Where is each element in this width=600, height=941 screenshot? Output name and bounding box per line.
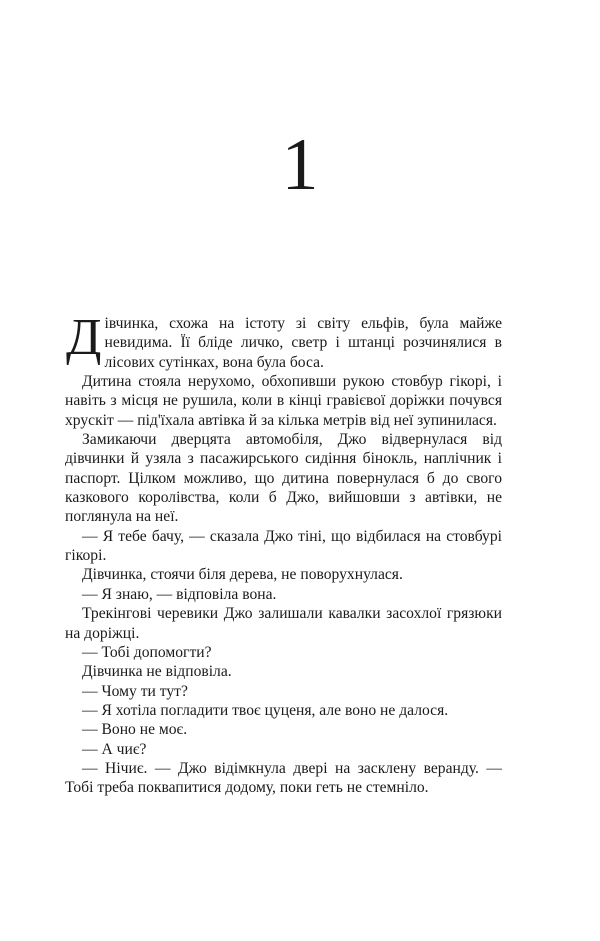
dialogue-line: — Нічиє. — Джо відімкнула двері на засклену веранду. — Тобі треба поквапитися додому, поки геть не стемніло. <box>65 759 502 797</box>
chapter-number: 1 <box>281 124 319 206</box>
body-text <box>65 309 502 798</box>
dialogue-line: — Чому ти тут? <box>82 682 188 700</box>
paragraph: Дитина стояла нерухомо, обхопивши рукою стовбур гікорі, і навіть з місця не рушила, коли в кінці гравієвої доріжки почувся хрускіт — під'їхала автівка й за кілька метрів від неї зупинилася. <box>65 373 502 429</box>
dialogue-line: — Я хотіла погладити твоє цуценя, але воно не далося. <box>82 701 449 719</box>
paragraph: Замикаючи дверцята автомобіля, Джо відвернулася від дівчинки й узяла з пасажирського сидіння бінокль, наплічник і паспорт. Цілком можливо, що дитина повернулася б до свого казкового королівства, коли б Джо, вийшовши з автівки, не поглянула на неї. <box>65 431 502 526</box>
paragraph: Трекінгові черевики Джо залишали кавалки засохлої грязюки на доріжці. <box>65 605 502 642</box>
opening-text: івчинка, схожа на істоту зі світу ельфів, була майже невидима. Її бліде личко, светр і штанці розчинялися в лісових сутінках, вона була боса. <box>104 315 502 371</box>
opening-paragraph <box>65 309 502 372</box>
dialogue-line: — Тобі допомогти? <box>82 643 212 661</box>
dialogue-line: — Я тебе бачу, — сказала Джо тіні, що відбилася на стовбурі гікорі. <box>65 527 502 565</box>
paragraph: Дівчинка не відповіла. <box>82 663 232 681</box>
dialogue-line: — Я знаю, — відповіла вона. <box>82 585 277 603</box>
dialogue-line: — Воно не моє. <box>82 721 188 739</box>
drop-cap: Д <box>66 309 102 366</box>
dialogue-line: — А чиє? <box>82 740 147 758</box>
paragraph: Дівчинка, стоячи біля дерева, не поворухнулася. <box>82 566 403 584</box>
